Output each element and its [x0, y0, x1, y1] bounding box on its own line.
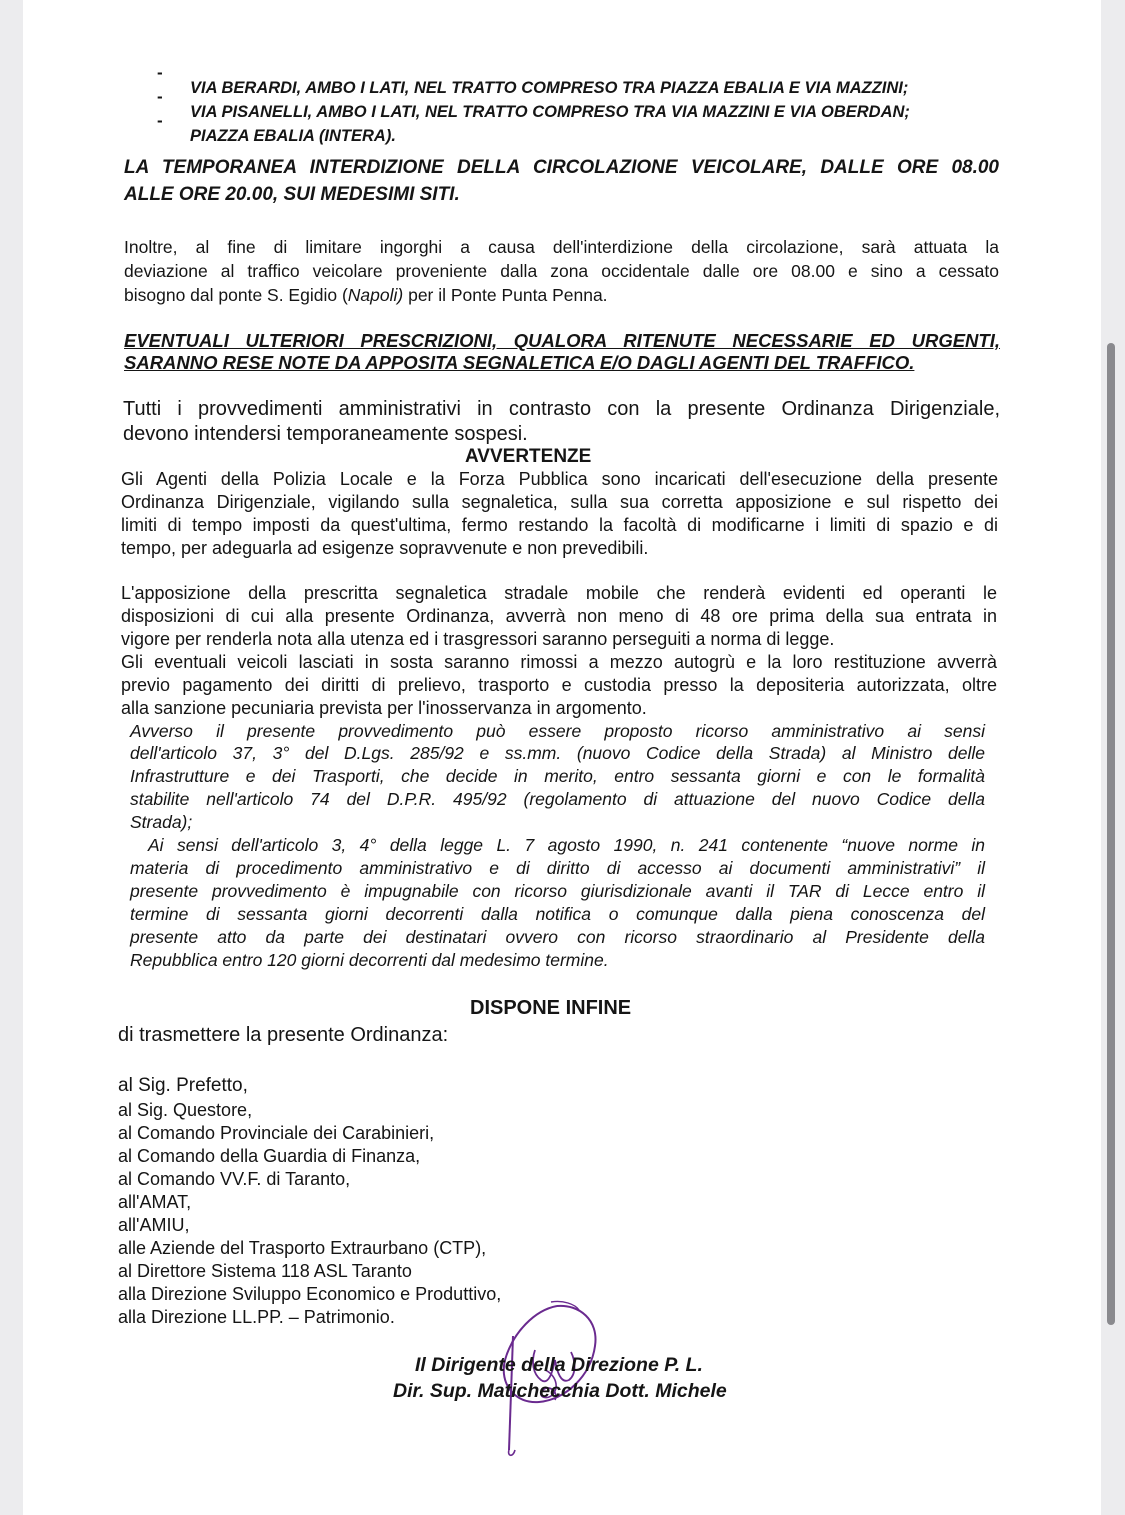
- street-item: VIA BERARDI, AMBO I LATI, NEL TRATTO COMPRESO TRA PIAZZA EBALIA E VIA MAZZINI;: [190, 78, 909, 97]
- dispone-heading: DISPONE INFINE: [470, 997, 632, 1019]
- recipient-item: alle Aziende del Trasporto Extraurbano (CTP),: [118, 1238, 487, 1258]
- appeal-line: dell'articolo 37, 3° del D.Lgs. 285/92 e ss.mm. (nuovo Codice della Strada) al Ministro delle: [130, 743, 985, 763]
- avvertenze-line: Gli Agenti della Polizia Locale e la Forza Pubblica sono incaricati dell'esecuzione della presente: [121, 469, 998, 489]
- appeal-line: Ai sensi dell'articolo 3, 4° della legge L. 7 agosto 1990, n. 241 contenente “nuove norme in: [148, 835, 985, 855]
- appeal-line: Repubblica entro 120 giorni decorrenti dal medesimo termine.: [130, 950, 609, 970]
- appeal-line: presente atto da parte dei destinatari ovvero con ricorso straordinario al Presidente della: [130, 927, 985, 947]
- recipient-item: alla Direzione LL.PP. – Patrimonio.: [118, 1307, 395, 1327]
- appeal-line: presente provvedimento è impugnabile con ricorso giurisdizionale avanti il TAR di Lecce entro il: [130, 881, 985, 901]
- recipient-item: all'AMAT,: [118, 1192, 192, 1212]
- dispone-intro: di trasmettere la presente Ordinanza:: [118, 1024, 449, 1046]
- avvertenze-line: limiti di tempo imposti da quest'ultima, fermo restando la facoltà di modificarne i limiti di spazio e di: [121, 515, 998, 535]
- prescriptions-line: EVENTUALI ULTERIORI PRESCRIZIONI, QUALORA RITENUTE NECESSARIE ED URGENTI,: [124, 330, 1000, 351]
- signage-line: previo pagamento dei diritti di prelievo, trasporto e custodia presso la depositeria autorizzata, oltre: [121, 675, 997, 695]
- deviation-line: bisogno dal ponte S. Egidio (Napoli) per il Ponte Punta Penna.: [124, 285, 608, 305]
- vertical-scrollbar[interactable]: [1107, 343, 1115, 1325]
- avvertenze-heading: AVVERTENZE: [465, 446, 592, 467]
- recipient-item: al Sig. Prefetto,: [118, 1075, 248, 1096]
- appeal-line: termine di sessanta giorni decorrenti dalla notifica o comunque dalla piena conoscenza del: [130, 904, 985, 924]
- recipient-item: al Comando della Guardia di Finanza,: [118, 1146, 421, 1166]
- signage-line: alla sanzione pecuniaria prevista per l'inosservanza in argomento.: [121, 698, 647, 718]
- bullet-marker: -: [157, 63, 163, 82]
- recipient-item: al Comando Provinciale dei Carabinieri,: [118, 1123, 435, 1143]
- appeal-line: materia di procedimento amministrativo e di diritto di accesso ai documenti amministrativi” il: [130, 858, 985, 878]
- suspended-line: Tutti i provvedimenti amministrativi in contrasto con la presente Ordinanza Dirigenziale,: [123, 398, 1000, 420]
- deviation-line: Inoltre, al fine di limitare ingorghi a causa dell'interdizione della circolazione, sarà attuata la: [124, 237, 999, 257]
- avvertenze-line: Ordinanza Dirigenziale, vigilando sulla segnaletica, sulla sua corretta apposizione e sul rispetto dei: [121, 492, 998, 512]
- interdiction-line: ALLE ORE 20.00, SUI MEDESIMI SITI.: [124, 184, 460, 205]
- prescriptions-line: SARANNO RESE NOTE DA APPOSITA SEGNALETICA E/O DAGLI AGENTI DEL TRAFFICO.: [124, 352, 915, 373]
- appeal-line: stabilite nell'articolo 74 del D.P.R. 495/92 (regolamento di attuazione del nuovo Codice della: [130, 789, 985, 809]
- recipient-item: al Direttore Sistema 118 ASL Taranto: [118, 1261, 412, 1281]
- street-item: PIAZZA EBALIA (INTERA).: [190, 126, 396, 145]
- avvertenze-line: tempo, per adeguarla ad esigenze sopravvenute e non prevedibili.: [121, 538, 649, 558]
- street-item: VIA PISANELLI, AMBO I LATI, NEL TRATTO COMPRESO TRA VIA MAZZINI E VIA OBERDAN;: [190, 102, 910, 121]
- signature-title: Il Dirigente della Direzione P. L.: [415, 1354, 703, 1376]
- signage-line: Gli eventuali veicoli lasciati in sosta saranno rimossi a mezzo autogrù e la loro restituzione avverrà: [121, 652, 997, 672]
- deviation-line: deviazione al traffico veicolare proveniente dalla zona occidentale dalle ore 08.00 e sino a cessato: [124, 261, 999, 281]
- recipient-item: al Comando VV.F. di Taranto,: [118, 1169, 351, 1189]
- appeal-line: Infrastrutture e dei Trasporti, che decide in merito, entro sessanta giorni e con le formalità: [130, 766, 985, 786]
- appeal-line: Avverso il presente provvedimento può essere proposto ricorso amministrativo ai sensi: [130, 721, 985, 741]
- bullet-marker: -: [157, 111, 163, 130]
- signage-line: L'apposizione della prescritta segnaletica stradale mobile che renderà evidenti ed operanti le: [121, 583, 997, 603]
- signature-name: Dir. Sup. Matichecchia Dott. Michele: [393, 1380, 727, 1402]
- interdiction-line: LA TEMPORANEA INTERDIZIONE DELLA CIRCOLAZIONE VEICOLARE, DALLE ORE 08.00: [124, 157, 999, 178]
- signature-stroke: [509, 1450, 515, 1455]
- recipient-item: al Sig. Questore,: [118, 1100, 253, 1120]
- suspended-line: devono intendersi temporaneamente sospesi.: [123, 423, 528, 445]
- signage-line: vigore per renderla nota alla utenza ed i trasgressori saranno perseguiti a norma di legge.: [121, 629, 835, 649]
- bullet-marker: -: [157, 87, 163, 106]
- recipient-item: all'AMIU,: [118, 1215, 190, 1235]
- recipient-item: alla Direzione Sviluppo Economico e Produttivo,: [118, 1284, 502, 1304]
- signage-line: disposizioni di cui alla presente Ordinanza, avverrà non meno di 48 ore prima della sua entrata in: [121, 606, 997, 626]
- appeal-line: Strada);: [130, 812, 193, 832]
